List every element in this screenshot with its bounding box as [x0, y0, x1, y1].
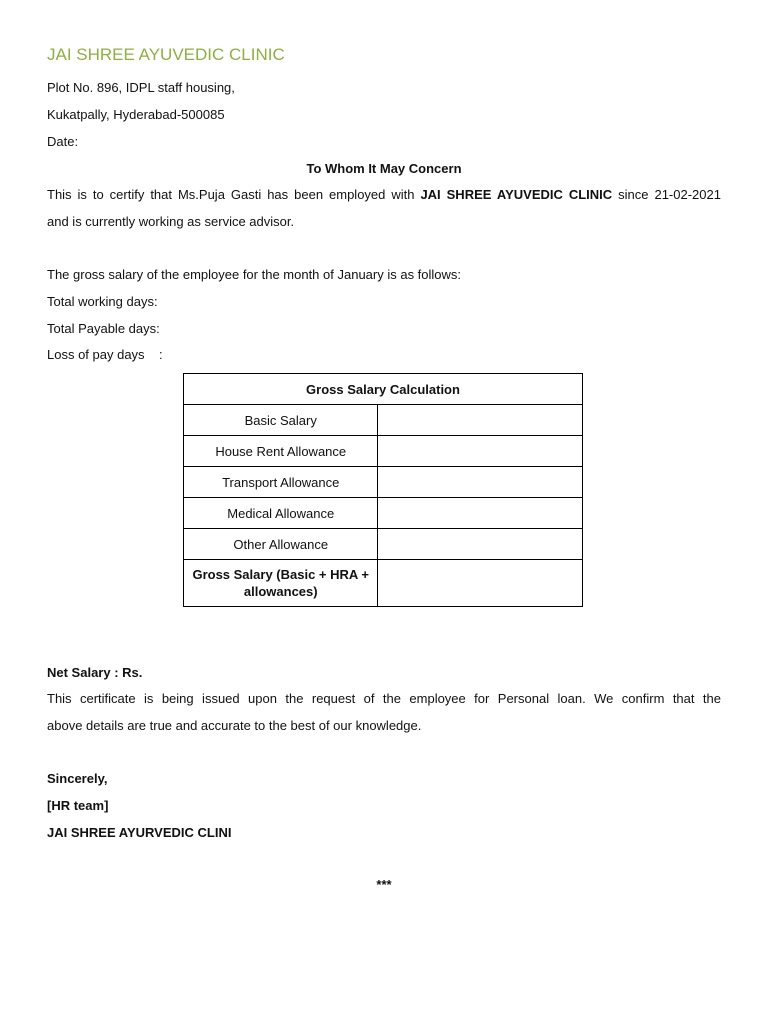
row-label-medical-allowance: Medical Allowance	[184, 498, 378, 529]
row-label-basic-salary: Basic Salary	[184, 405, 378, 436]
date-label: Date:	[47, 134, 79, 149]
row-label-other-allowance: Other Allowance	[184, 529, 378, 560]
gross-salary-label-line-2: allowances)	[243, 584, 318, 599]
table-row	[184, 405, 583, 436]
net-salary-label: Net Salary : Rs.	[47, 665, 143, 680]
sincerely-label: Sincerely,	[47, 771, 108, 786]
row-value-house-rent-allowance	[378, 436, 583, 467]
row-value-gross-salary	[378, 560, 583, 607]
table-total-row	[184, 560, 583, 607]
row-value-basic-salary	[378, 405, 583, 436]
certify-prefix: This is to certify that Ms.Puja Gasti has been employed with	[47, 187, 415, 202]
gross-salary-label-line-1: Gross Salary (Basic + HRA +	[192, 567, 370, 582]
gross-salary-table	[183, 373, 583, 607]
table-row	[184, 436, 583, 467]
row-label-transport-allowance: Transport Allowance	[184, 467, 378, 498]
table-row	[184, 467, 583, 498]
certify-clinic-name: JAI SHREE AYUVEDIC CLINIC	[420, 187, 613, 202]
loss-of-pay-days: Loss of pay days :	[47, 347, 163, 362]
certify-paragraph-line-1	[47, 186, 721, 204]
letter-heading: To Whom It May Concern	[306, 161, 462, 176]
address-line-2: Kukatpally, Hyderabad-500085	[47, 107, 225, 122]
footer-asterisks: ***	[376, 877, 392, 892]
table-header-row	[184, 374, 583, 405]
address-line-1: Plot No. 896, IDPL staff housing,	[47, 80, 235, 95]
hr-team-label: [HR team]	[47, 798, 109, 813]
row-value-transport-allowance	[378, 467, 583, 498]
closing-paragraph-line-1: This certificate is being issued upon the request of the employee for Personal loan. We confirm that the	[47, 691, 721, 706]
table-title: Gross Salary Calculation	[184, 374, 583, 405]
total-payable-days: Total Payable days:	[47, 321, 160, 336]
row-label-house-rent-allowance: House Rent Allowance	[184, 436, 378, 467]
row-value-other-allowance	[378, 529, 583, 560]
signoff-clinic-name: JAI SHREE AYURVEDIC CLINI	[47, 825, 232, 840]
certify-paragraph-line-2: and is currently working as service advisor.	[47, 214, 295, 229]
total-working-days: Total working days:	[47, 294, 158, 309]
certify-suffix: since 21-02-2021	[618, 187, 721, 202]
clinic-name-heading: JAI SHREE AYUVEDIC CLINIC	[47, 45, 285, 64]
table-row	[184, 498, 583, 529]
gross-salary-intro: The gross salary of the employee for the month of January is as follows:	[47, 267, 462, 282]
closing-paragraph-line-2: above details are true and accurate to the best of our knowledge.	[47, 718, 422, 733]
row-label-gross-salary	[184, 560, 378, 607]
table-row	[184, 529, 583, 560]
row-value-medical-allowance	[378, 498, 583, 529]
